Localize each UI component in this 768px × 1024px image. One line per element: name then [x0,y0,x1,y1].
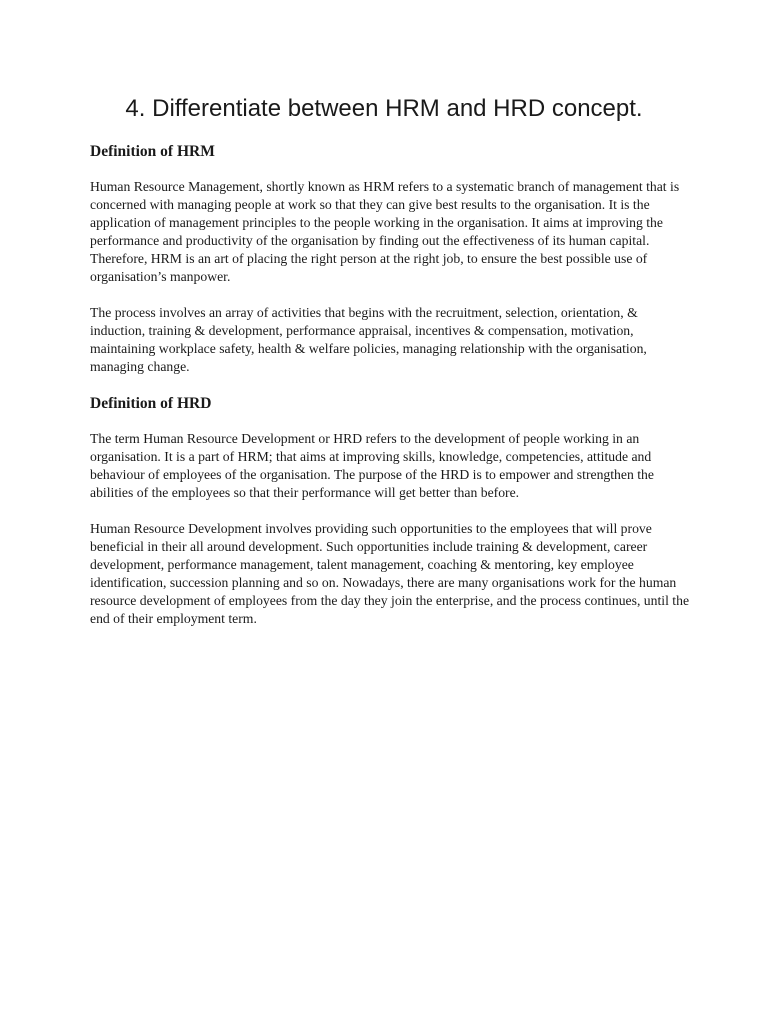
section-heading-hrm: Definition of HRM [90,143,215,160]
paragraph-hrm-definition: Human Resource Management, shortly known as HRM refers to a systematic branch of management that is concerned with managing people at work so that they can give best results to the organisation. It is the application of management principles to the people working in the organisation. It aims at improving the performance and productivity of the organisation by finding out the effectiveness of its human capital. Therefore, HRM is an art of placing the right person at the right job, to ensure the best possible use of organisation’s manpower. [90,179,680,284]
document-title: 4. Differentiate between HRM and HRD concept. [125,95,643,122]
document-body [90,142,690,646]
section-heading-hrd: Definition of HRD [90,395,212,412]
paragraph-hrm-process: The process involves an array of activities that begins with the recruitment, selection, orientation, & induction, training & development, performance appraisal, incentives & compensation, motivation, maintaining workplace safety, health & welfare policies, managing relationship with the organisation, managing change. [90,305,647,374]
paragraph-hrd-opportunities: Human Resource Development involves providing such opportunities to the employees that will prove beneficial in their all around development. Such opportunities include training & development, career development, performance management, talent management, coaching & mentoring, key employee identification, succession planning and so on. Nowadays, there are many organisations work for the human resource development of employees from the day they join the enterprise, and the process continues, until the end of their employment term. [90,521,690,626]
section-hrm [90,142,690,376]
paragraph-hrd-definition: The term Human Resource Development or HRD refers to the development of people working in an organisation. It is a part of HRM; that aims at improving skills, knowledge, competencies, attitude and behaviour of employees of the organisation. The purpose of the HRD is to empower and strengthen the abilities of the employees so that their performance will get better than before. [90,431,654,500]
section-hrd [90,394,690,628]
